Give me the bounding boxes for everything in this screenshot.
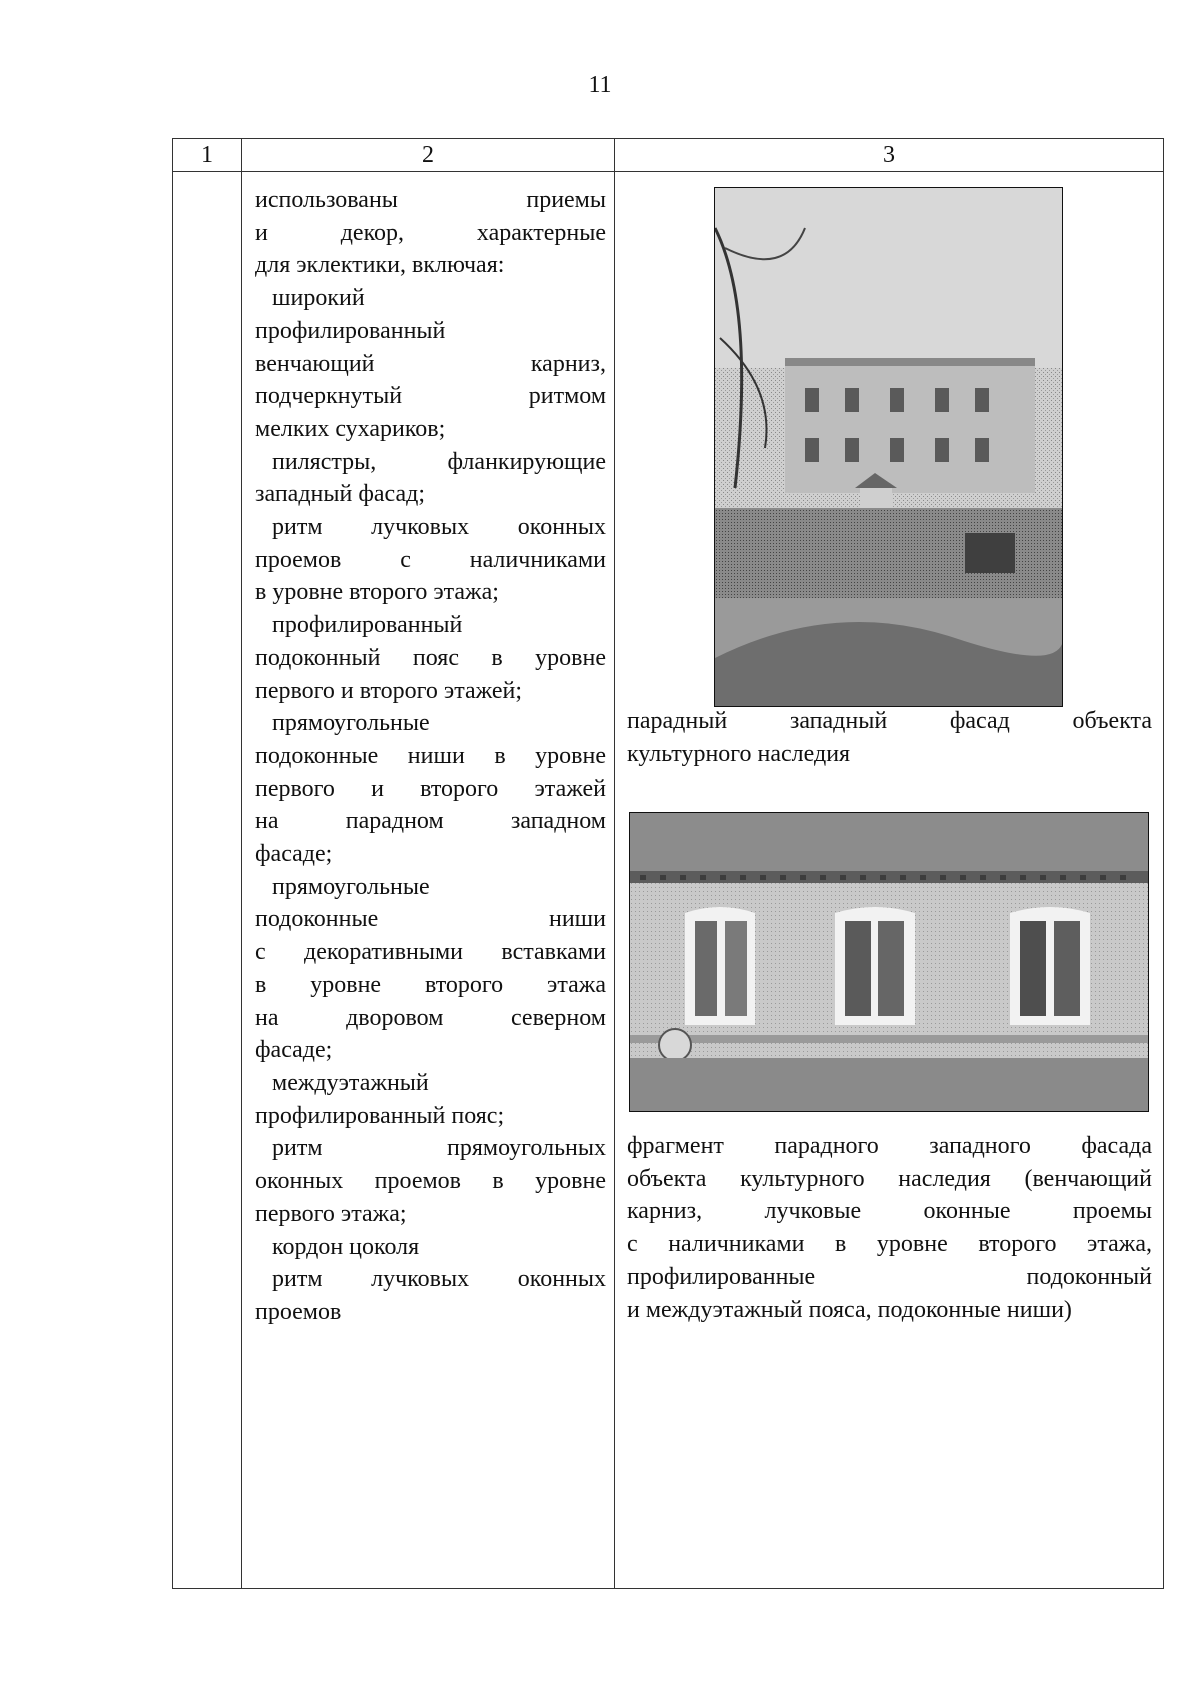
text-line: парадный западный фасад объекта (627, 708, 1152, 734)
text-line: карниз, лучковые оконные проемы (627, 1198, 1152, 1225)
text-line: междуэтажный (272, 1069, 429, 1096)
text-line: ритм лучковых оконных (272, 514, 606, 541)
text-line: прямоугольные (272, 873, 430, 900)
text-line: на дворовом северном (255, 1004, 606, 1031)
text-line: использованы приемы (255, 187, 606, 213)
text-line: западный фасад; (255, 481, 426, 508)
header-cell-3: 3 (615, 139, 1164, 172)
west-facade-photo (714, 187, 1063, 707)
header-cell-2: 2 (242, 139, 615, 172)
decor-description (242, 172, 614, 1329)
text-line: оконных проемов в уровне (255, 1168, 606, 1195)
text-line: культурного наследия (627, 740, 851, 767)
facade-fragment-caption (627, 1130, 1152, 1326)
text-line: профилированный пояс; (255, 1102, 505, 1129)
text-line: профилированные подоконный (627, 1263, 1152, 1290)
table-body-row (173, 172, 1164, 1589)
body-cell-1 (173, 172, 242, 1589)
text-line: пилястры, фланкирующие (272, 448, 606, 475)
text-line: подчеркнутый ритмом (255, 383, 606, 410)
text-line: с наличниками в уровне второго этажа, (627, 1231, 1152, 1258)
text-line: первого этажа; (255, 1200, 407, 1227)
west-facade-image (715, 188, 1062, 706)
text-line: проемов с наличниками (255, 546, 606, 573)
text-line: прямоугольные (272, 710, 430, 737)
text-line: профилированный (255, 317, 446, 344)
text-line: фрагмент парадного западного фасада (627, 1133, 1152, 1159)
page-number: 11 (588, 72, 612, 98)
text-line: объекта культурного наследия (венчающий (627, 1165, 1152, 1192)
text-line: в уровне второго этажа (255, 971, 606, 998)
west-facade-caption (627, 705, 1152, 770)
facade-fragment-photo (629, 812, 1149, 1112)
facade-fragment-image (630, 813, 1148, 1111)
text-line: ритм прямоугольных (272, 1135, 606, 1162)
heritage-table (172, 138, 1164, 1589)
text-line: профилированный (272, 612, 463, 639)
table-header-row (173, 139, 1164, 172)
text-line: кордон цоколя (272, 1233, 420, 1260)
body-cell-2 (242, 172, 615, 1589)
text-line: и декор, характерные (255, 219, 606, 246)
text-line: для эклектики, включая: (255, 252, 505, 279)
text-line: в уровне второго этажа; (255, 579, 499, 606)
text-line: на парадном западном (255, 808, 606, 835)
text-line: подоконные ниши в уровне (255, 742, 606, 769)
text-line: подоконные ниши (255, 906, 606, 933)
text-line: первого и второго этажей; (255, 677, 523, 704)
text-line: фасаде; (255, 841, 333, 868)
photos-column (615, 172, 1163, 1588)
text-line: с декоративными вставками (255, 939, 606, 966)
text-line: мелких сухариков; (255, 415, 446, 442)
header-cell-1: 1 (173, 139, 242, 172)
text-line: первого и второго этажей (255, 775, 606, 802)
text-line: венчающий карниз, (255, 350, 606, 377)
text-line: широкий (272, 285, 365, 312)
text-line: подоконный пояс в уровне (255, 644, 606, 671)
body-cell-3 (615, 172, 1164, 1589)
text-line: и междуэтажный пояса, подоконные ниши) (627, 1296, 1072, 1323)
text-line: фасаде; (255, 1037, 333, 1064)
text-line: ритм лучковых оконных (272, 1266, 606, 1293)
text-line: проемов (255, 1298, 342, 1325)
